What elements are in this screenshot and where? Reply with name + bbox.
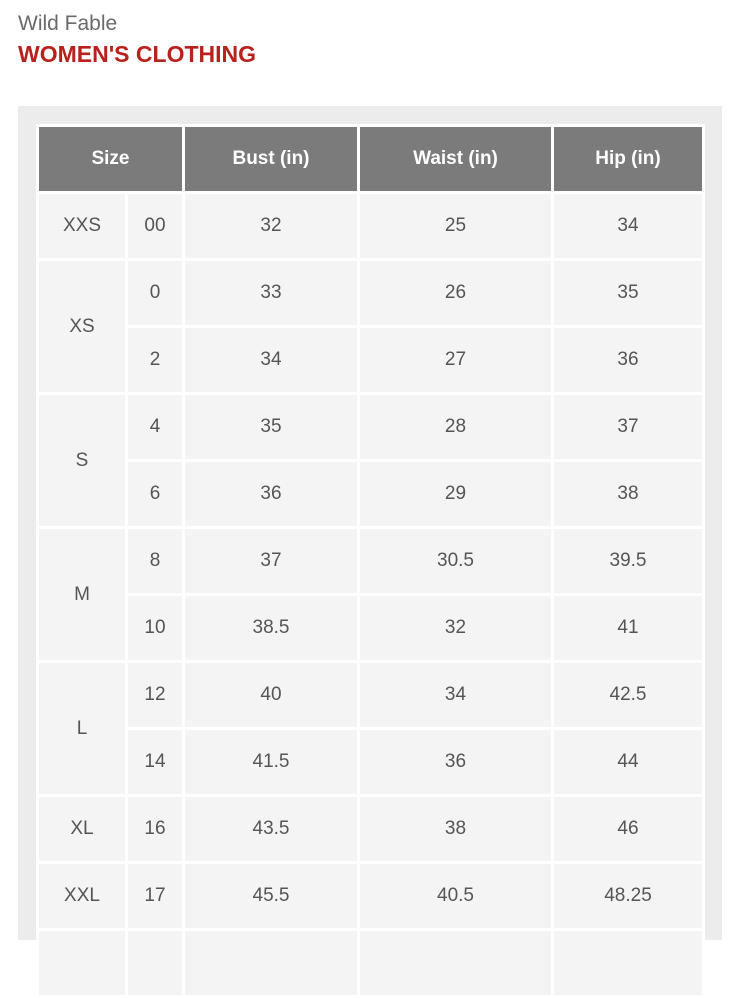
table-row <box>39 261 702 325</box>
size-chart-table <box>36 124 705 998</box>
bust-cell: 37 <box>185 529 357 593</box>
empty-cell <box>360 931 551 995</box>
empty-cell <box>128 931 182 995</box>
waist-cell: 26 <box>360 261 551 325</box>
size-number-cell: 12 <box>128 663 182 727</box>
size-letter-cell: XXL <box>39 864 125 928</box>
table-row <box>39 797 702 861</box>
header-size: Size <box>39 127 182 191</box>
hip-cell: 34 <box>554 194 702 258</box>
size-number-cell: 0 <box>128 261 182 325</box>
waist-cell: 34 <box>360 663 551 727</box>
waist-cell: 27 <box>360 328 551 392</box>
size-number-cell: 10 <box>128 596 182 660</box>
table-row <box>39 462 702 526</box>
table-row <box>39 328 702 392</box>
bust-cell: 35 <box>185 395 357 459</box>
table-row-partial <box>39 931 702 995</box>
size-number-cell: 16 <box>128 797 182 861</box>
waist-cell: 29 <box>360 462 551 526</box>
empty-cell <box>554 931 702 995</box>
bust-cell: 34 <box>185 328 357 392</box>
hip-cell: 39.5 <box>554 529 702 593</box>
size-number-cell: 00 <box>128 194 182 258</box>
bust-cell: 33 <box>185 261 357 325</box>
size-letter-cell: XXS <box>39 194 125 258</box>
bust-cell: 43.5 <box>185 797 357 861</box>
size-number-cell: 4 <box>128 395 182 459</box>
hip-cell: 48.25 <box>554 864 702 928</box>
table-body <box>39 194 702 995</box>
bust-cell: 45.5 <box>185 864 357 928</box>
hip-cell: 35 <box>554 261 702 325</box>
header-waist: Waist (in) <box>360 127 551 191</box>
waist-cell: 25 <box>360 194 551 258</box>
bust-cell: 40 <box>185 663 357 727</box>
table-row <box>39 663 702 727</box>
header-hip: Hip (in) <box>554 127 702 191</box>
hip-cell: 36 <box>554 328 702 392</box>
size-number-cell: 14 <box>128 730 182 794</box>
brand-name: Wild Fable <box>18 12 118 35</box>
table-row <box>39 529 702 593</box>
hip-cell: 38 <box>554 462 702 526</box>
size-letter-cell: M <box>39 529 125 660</box>
size-letter-cell: S <box>39 395 125 526</box>
waist-cell: 40.5 <box>360 864 551 928</box>
hip-cell: 44 <box>554 730 702 794</box>
table-row <box>39 864 702 928</box>
table-row <box>39 596 702 660</box>
size-number-cell: 2 <box>128 328 182 392</box>
hip-cell: 41 <box>554 596 702 660</box>
waist-cell: 30.5 <box>360 529 551 593</box>
bust-cell: 38.5 <box>185 596 357 660</box>
size-number-cell: 6 <box>128 462 182 526</box>
waist-cell: 36 <box>360 730 551 794</box>
hip-cell: 37 <box>554 395 702 459</box>
waist-cell: 38 <box>360 797 551 861</box>
size-chart-panel <box>18 106 722 940</box>
size-letter-cell: L <box>39 663 125 794</box>
empty-cell <box>185 931 357 995</box>
size-number-cell: 17 <box>128 864 182 928</box>
category-title: WOMEN'S CLOTHING <box>18 41 257 67</box>
bust-cell: 36 <box>185 462 357 526</box>
waist-cell: 28 <box>360 395 551 459</box>
table-header-row <box>39 127 702 191</box>
size-letter-cell: XL <box>39 797 125 861</box>
bust-cell: 41.5 <box>185 730 357 794</box>
empty-cell <box>39 931 125 995</box>
hip-cell: 42.5 <box>554 663 702 727</box>
size-number-cell: 8 <box>128 529 182 593</box>
waist-cell: 32 <box>360 596 551 660</box>
size-letter-cell: XS <box>39 261 125 392</box>
hip-cell: 46 <box>554 797 702 861</box>
table-row <box>39 194 702 258</box>
table-row <box>39 395 702 459</box>
header-bust: Bust (in) <box>185 127 357 191</box>
table-row <box>39 730 702 794</box>
bust-cell: 32 <box>185 194 357 258</box>
